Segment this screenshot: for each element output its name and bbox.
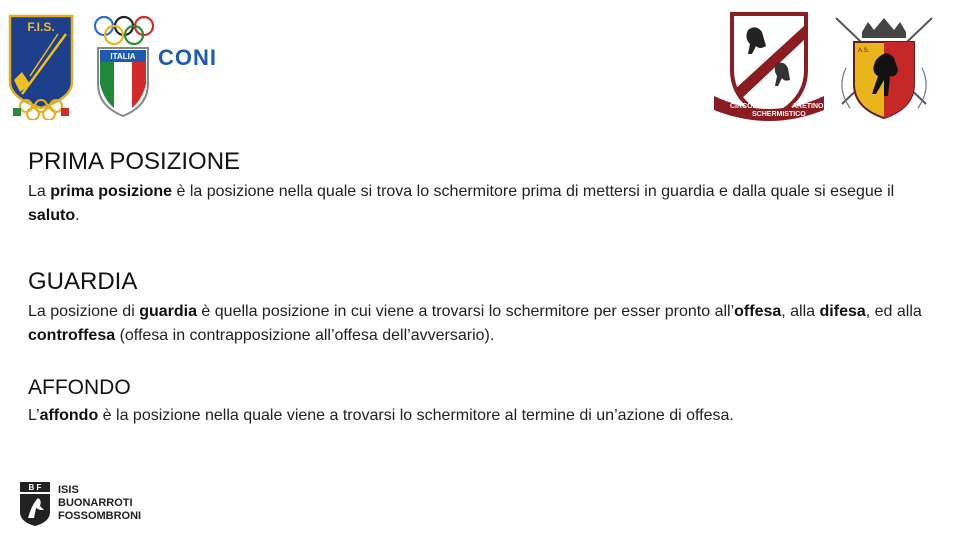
body-text: , alla [781,303,820,320]
svg-text:FOSSOMBRONI: FOSSOMBRONI [58,510,142,522]
svg-text:B F: B F [28,483,42,492]
svg-text:F.I.S.: F.I.S. [27,20,55,34]
svg-text:CONI: CONI [158,45,217,70]
svg-text:CIRCOLO: CIRCOLO [730,103,763,110]
body-text: è la posizione nella quale si trova lo schermitore prima di mettersi in guardia e dalla quale si esegue il [172,183,895,200]
fis-logo [8,14,76,120]
section-guardia [28,266,928,348]
emphasized-term: difesa [819,303,866,320]
svg-text:BUONARROTI: BUONARROTI [58,497,133,509]
body-text: è quella posizione in cui viene a trovarsi lo schermitore per esser pronto all’ [196,303,735,320]
body-text: L’ [28,407,40,424]
svg-text:ITALIA: ITALIA [110,52,136,61]
section-prima-posizione [28,146,928,228]
emphasized-term: controffesa [28,327,116,344]
circolo-schermistico-crest [712,10,826,122]
svg-text:ARETINO: ARETINO [792,103,824,110]
section-affondo [28,374,928,428]
isis-buonarroti-fossombroni-logo [14,478,174,528]
emphasized-term: guardia [139,303,197,320]
rampant-horse-crest [826,8,942,124]
section-title: AFFONDO [28,376,131,399]
emphasized-term: offesa [734,303,782,320]
body-text: , ed alla [865,303,922,320]
svg-text:A.S.: A.S. [858,48,870,54]
body-text: . [75,207,80,224]
section-title: PRIMA POSIZIONE [28,148,241,175]
body-text: La posizione di [28,303,140,320]
svg-text:ISIS: ISIS [58,484,79,496]
emphasized-term: affondo [39,407,99,424]
body-text: (offesa in contrapposizione all’offesa dell’avversario). [115,327,495,344]
section-body [28,180,928,228]
body-text: La [28,183,51,200]
coni-logo [92,14,224,118]
section-body [28,404,928,428]
body-text: è la posizione nella quale viene a trovarsi lo schermitore al termine di un’azione di offesa. [98,407,734,424]
section-title: GUARDIA [28,268,138,295]
emphasized-term: saluto [28,207,76,224]
section-body [28,300,928,348]
svg-text:SCHERMISTICO: SCHERMISTICO [752,111,806,118]
emphasized-term: prima posizione [50,183,173,200]
